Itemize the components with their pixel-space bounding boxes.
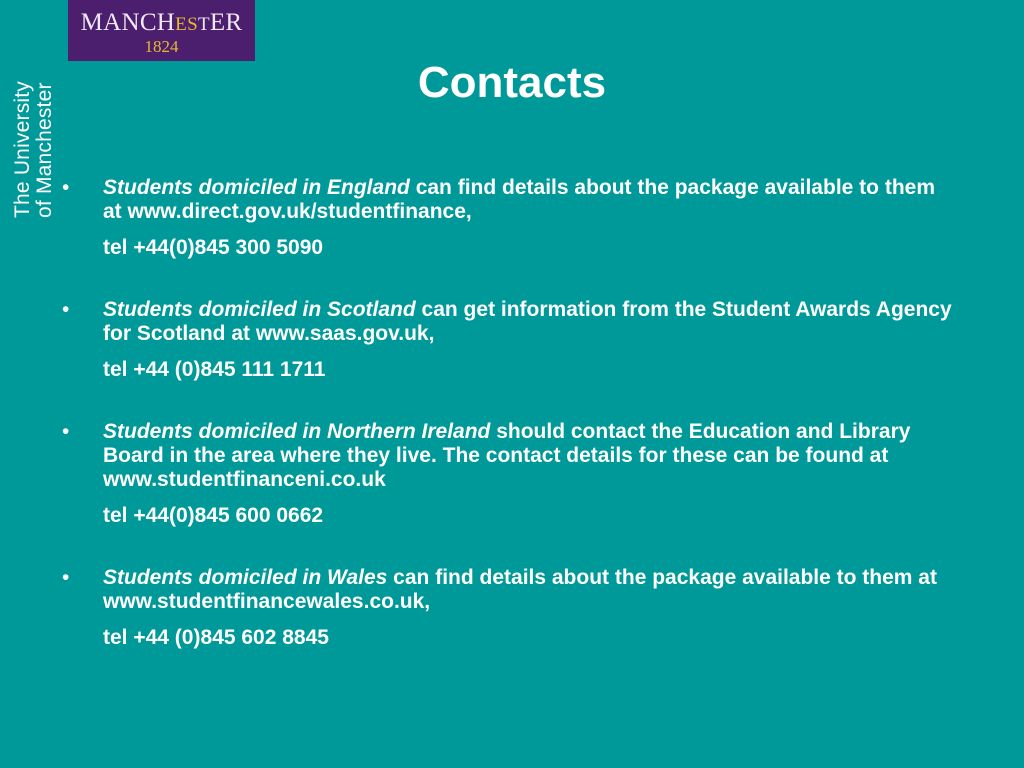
bullet: •: [62, 176, 70, 199]
contact-lead: Students domiciled in Wales: [103, 566, 388, 589]
contact-lead: Students domiciled in England: [103, 176, 410, 199]
contact-text: [103, 566, 958, 614]
contact-item-england: [58, 176, 958, 260]
contact-lead: Students domiciled in Scotland: [103, 298, 416, 321]
contact-text: [103, 298, 958, 346]
bullet: •: [62, 566, 70, 589]
contact-item-wales: [58, 566, 958, 650]
logo-year: 1824: [144, 37, 179, 56]
contact-tel: tel +44 (0)845 602 8845: [103, 626, 329, 649]
contact-list: [58, 176, 958, 650]
bullet: •: [62, 420, 70, 443]
contact-text: [103, 176, 958, 224]
manchester-logo: [68, 0, 255, 61]
contact-tel: tel +44(0)845 600 0662: [103, 504, 324, 527]
side-text-line-2: of Manchester: [33, 82, 56, 218]
contact-text: [103, 420, 958, 492]
side-text-line-1: The University: [11, 80, 34, 218]
contact-tel: tel +44(0)845 300 5090: [103, 236, 324, 259]
contact-body: can find details about the package available to them at www.studentfinancewales.co.uk,: [103, 566, 937, 613]
bullet: •: [62, 298, 70, 321]
contact-body: can find details about the package available to them at www.direct.gov.uk/studentfinance,: [103, 176, 935, 223]
contact-tel: tel +44 (0)845 111 1711: [103, 358, 326, 381]
contact-item-northern-ireland: [58, 420, 958, 528]
page-title: Contacts: [417, 58, 607, 107]
contact-item-scotland: [58, 298, 958, 382]
contact-body: should contact the Education and Library Board in the area where they live. The contact details for these can be found at www.studentfinanceni.co.uk: [103, 420, 911, 491]
contact-body: can get information from the Student Awards Agency for Scotland at www.saas.gov.uk,: [103, 298, 952, 345]
contact-lead: Students domiciled in Northern Ireland: [103, 420, 491, 443]
logo-wordmark: MANCHESTER: [80, 9, 243, 36]
